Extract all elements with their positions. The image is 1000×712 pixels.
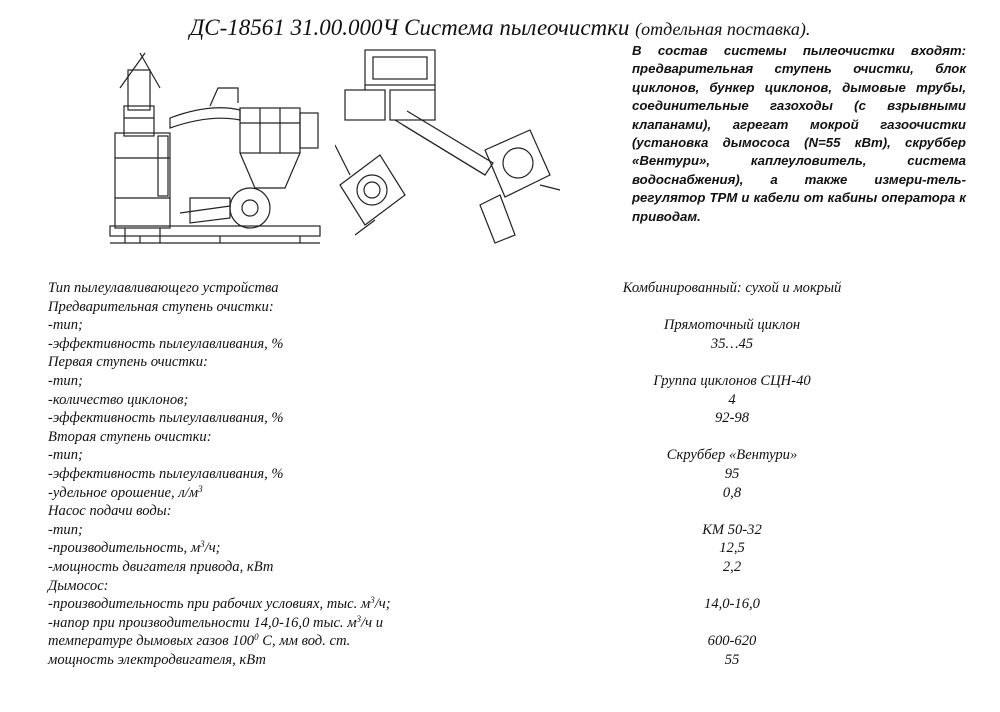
spec-label: Насос подачи воды: — [48, 503, 172, 520]
specifications-table — [48, 279, 948, 669]
spec-label: -мощность двигателя привода, кВт — [48, 558, 274, 575]
spec-label: -эффективность пылеулавливания, % — [48, 335, 284, 352]
spec-section-heading — [48, 502, 948, 521]
exhauster-unit — [180, 188, 270, 228]
cyclone-group-plan — [345, 50, 435, 120]
side-view-drawing — [100, 48, 330, 248]
spec-row — [48, 372, 948, 391]
spec-label: -производительность, $м^3/ч$; — [48, 539, 221, 557]
cyclone-block — [240, 108, 318, 188]
spec-section-heading — [48, 298, 948, 317]
spec-row — [48, 539, 948, 558]
spec-value: 14,0-16,0 — [704, 596, 760, 613]
page-title — [0, 15, 1000, 41]
spec-value: Скруббер «Вентури» — [666, 447, 798, 464]
spec-label: -эффективность пылеулавливания, % — [48, 465, 284, 482]
spec-label: -эффективность пылеулавливания, % — [48, 410, 284, 427]
spec-value: 600-620 — [707, 633, 757, 650]
spec-value: 35…45 — [710, 335, 754, 352]
spec-row — [48, 391, 948, 410]
spec-row — [48, 614, 948, 633]
chimney-stack — [120, 53, 160, 136]
spec-value: КМ 50-32 — [702, 521, 762, 538]
spec-label: Дымосос: — [48, 577, 109, 594]
spec-row — [48, 409, 948, 428]
spec-value: Комбинированный: сухой и мокрый — [622, 280, 842, 296]
spec-label: Вторая ступень очистки: — [48, 428, 212, 445]
spec-row — [48, 316, 948, 335]
spec-label: -тип; — [48, 447, 83, 464]
spec-row — [48, 446, 948, 465]
spec-label: -производительность при рабочих условиях, тыс. $м^3/ч$; — [48, 595, 391, 613]
spec-value: 4 — [728, 391, 736, 408]
spec-label: -тип; — [48, 521, 83, 538]
spec-label: -удельное орошение, $л/м^3$ — [48, 483, 203, 501]
system-description: В состав системы пылеочистки входят: предварительная ступень очистки, блок циклонов, бункер циклонов, дымовые трубы, соединительные газоходы (с взрывными клапанами), агрегат мокрой газоочистки (установка дымососа (N=55 кВт), скруббер «Вентури», каплеуловитель, система водоснабжения), а также измери-тель-регулятор ТРМ и кабели от кабины оператора к приводам. — [632, 43, 966, 224]
spec-section-heading — [48, 428, 948, 447]
spec-label: мощность электродвигателя, кВт — [48, 651, 266, 668]
spec-row — [48, 595, 948, 614]
spec-row — [48, 632, 948, 651]
spec-value: 0,8 — [722, 484, 742, 501]
title-main: ДС-18561 31.00.000Ч Система пылеочистки — [189, 15, 630, 40]
scrubber-venturi-plan — [480, 130, 560, 243]
spec-value: 12,5 — [719, 540, 745, 557]
spec-row — [48, 335, 948, 354]
spec-row — [48, 465, 948, 484]
spec-section-heading — [48, 577, 948, 596]
spec-label: Первая ступень очистки: — [48, 354, 208, 371]
spec-row — [48, 651, 948, 670]
spec-value: 92-98 — [714, 410, 750, 427]
spec-label: Тип пылеулавливающего устройства — [48, 280, 279, 296]
spec-value: Прямоточный циклон — [663, 317, 801, 334]
spec-row — [48, 279, 948, 298]
spec-value: 95 — [724, 465, 740, 482]
spec-value: 2,2 — [722, 558, 742, 575]
spec-value: 55 — [724, 651, 740, 668]
spec-label: -тип; — [48, 372, 83, 389]
spec-section-heading — [48, 353, 948, 372]
spec-row — [48, 558, 948, 577]
spec-label: температуре дымовых газов $100^0$ С, мм вод. ст. — [48, 632, 351, 650]
spec-value: Группа циклонов СЦН-40 — [653, 372, 811, 389]
spec-label: -количество циклонов; — [48, 391, 189, 408]
connecting-gas-duct — [170, 88, 240, 128]
title-sub: (отдельная поставка). — [635, 19, 811, 39]
spec-label: -тип; — [48, 317, 83, 334]
spec-row — [48, 521, 948, 540]
spec-row — [48, 484, 948, 503]
spec-label: -напор при производительности 14,0-16,0 тыс. $м^3/ч$ и — [48, 613, 384, 631]
spec-label: Предварительная ступень очистки: — [48, 298, 274, 315]
pre-cleaner-plan — [335, 145, 405, 235]
plan-view-drawing — [335, 45, 565, 250]
